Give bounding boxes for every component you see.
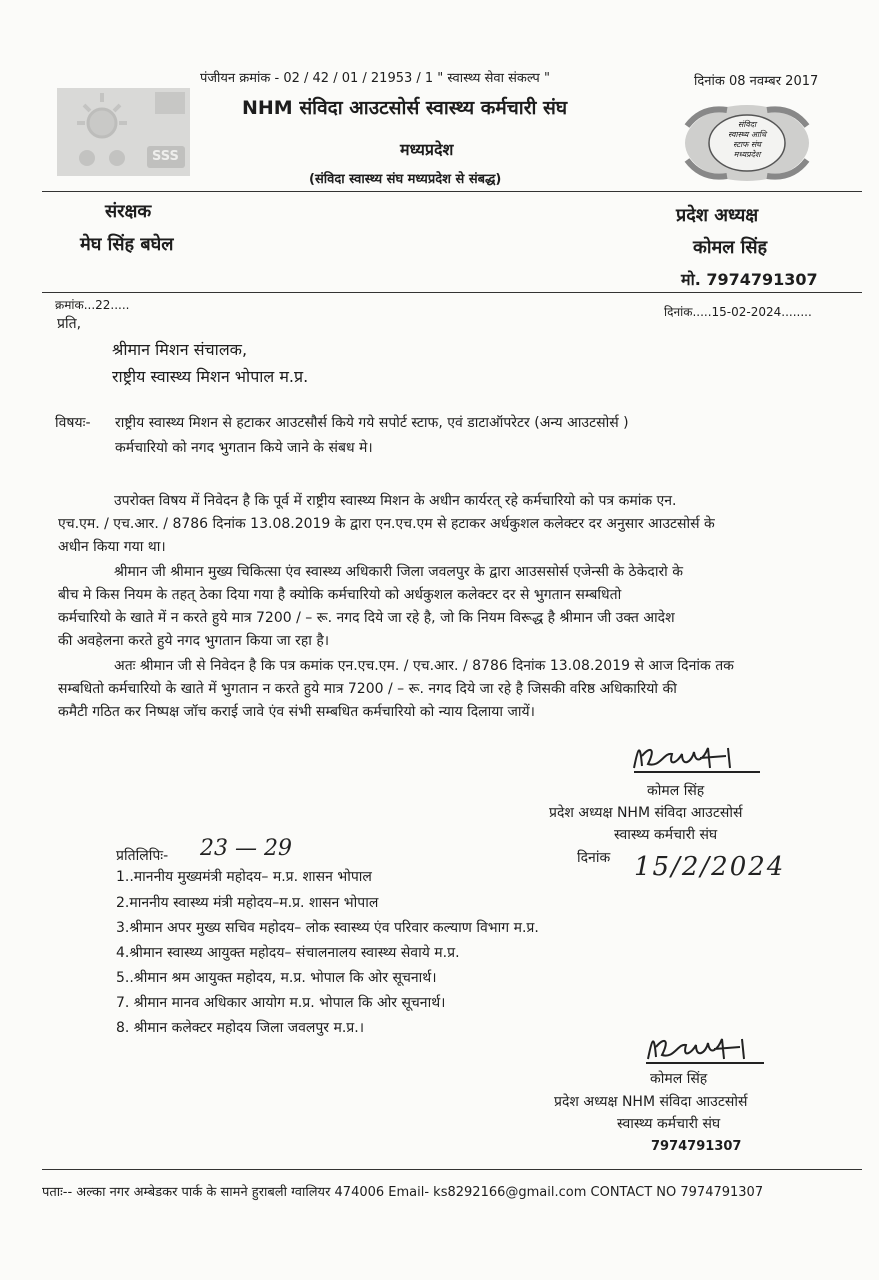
signature-1-title2: स्वास्थ्य कर्मचारी संघ <box>614 827 718 843</box>
patron-name: मेघ सिंह बघेल <box>80 234 174 255</box>
copy-item: 7. श्रीमान मानव अधिकार आयोग म.प्र. भोपाल कि ओर सूचनार्थ। <box>116 995 446 1011</box>
established-date: दिनांक 08 नवम्बर 2017 <box>694 74 819 89</box>
signature-1-date-label: दिनांक <box>577 850 611 866</box>
copy-item: 4.श्रीमान स्वास्थ्य आयुक्त महोदय– संचालनालय स्वास्थ्य सेवाये म.प्र. <box>116 945 460 961</box>
signature-2-phone: 7974791307 <box>651 1139 742 1154</box>
subject-line1: राष्ट्रीय स्वास्थ्य मिशन से हटाकर आउटसौर्स किये गये सपोर्ट स्टाफ, एवं डाटाऑपरेटर (अन्य आउटसोर्स ) <box>115 415 629 431</box>
copy-item: 3.श्रीमान अपर मुख्य सचिव महोदय– लोक स्वास्थ्य एंव परिवार कल्याण विभाग म.प्र. <box>116 920 539 936</box>
footer-divider <box>42 1169 862 1170</box>
header-divider <box>42 191 862 192</box>
signature-2-title2: स्वास्थ्य कर्मचारी संघ <box>617 1116 721 1132</box>
org-logo-left <box>57 88 190 176</box>
signature-1-name: कोमल सिंह <box>647 783 705 799</box>
logo-right-text: संविदा स्वास्थ्य आधि स्टाफ संघ मध्यप्रदेश <box>727 120 767 159</box>
signature-2-scribble <box>644 1027 774 1071</box>
footer-address: पताः-- अल्का नगर अम्बेडकर पार्क के सामने हुराबली ग्वालियर 474006 Email- ks8292166@gmail.com CONTACT NO 7974791307 <box>42 1185 764 1200</box>
org-state: मध्यप्रदेश <box>400 140 454 159</box>
patron-title: संरक्षक <box>105 201 152 222</box>
body-paragraph-1: उपरोक्त विषय में निवेदन है कि पूर्व में राष्ट्रीय स्वास्थ्य मिशन के अधीन कार्यरत् रहे कर्मचारियो को पत्र कमांक एन. एच.एम. / एच.आर. / 8786 दिनांक 13.08.2019 के द्वारा एन.एच.एम से हटाकर अर्धकुशल कलेक्टर दर अनुसार आउटसोर्स के अधीन किया गया था। <box>58 493 715 555</box>
signature-1-date-handwritten: 15/2/2024 <box>634 852 786 882</box>
reference-number: क्रमांक...22..... <box>55 298 130 312</box>
signature-2-title1: प्रदेश अध्यक्ष NHM संविदा आउटसोर्स <box>554 1094 748 1110</box>
signature-2-name: कोमल सिंह <box>650 1071 708 1087</box>
signature-1-scribble <box>630 738 770 782</box>
copy-item: 2.माननीय स्वास्थ्य मंत्री महोदय–म.प्र. शासन भोपाल <box>116 895 379 911</box>
org-logo-right <box>672 96 822 186</box>
copies-handwritten-range: 23 — 29 <box>200 836 292 861</box>
body-paragraph-3: अतः श्रीमान जी से निवेदन है कि पत्र कमांक एन.एच.एम. / एच.आर. / 8786 दिनांक 13.08.2019 से आज दिनांक तक सम्बधितो कर्मचारियो के खाते में भुगतान न करते हुये मात्र 7200 / – रू. नगद दिये जा रहे है जिसकी वरिष्ठ अधिकारियो की कमैटी गठित कर निष्पक्ष जॉच कराई जावे एंव संभी सम्बधित कर्मचारियो को न्याय दिलाया जायें। <box>58 658 734 720</box>
reference-date: दिनांक.....15-02-2024........ <box>664 305 812 319</box>
signature-icon <box>630 738 770 778</box>
president-title: प्रदेश अध्यक्ष <box>676 205 759 226</box>
recipient-line1: श्रीमान मिशन संचालक, <box>112 340 248 359</box>
subject-label: विषयः- <box>55 415 91 431</box>
signature-1-title1: प्रदेश अध्यक्ष NHM संविदा आउटसोर्स <box>549 805 743 821</box>
copy-item: 1..माननीय मुख्यमंत्री महोदय– म.प्र. शासन भोपाल <box>116 869 372 885</box>
subheader-divider <box>42 292 862 293</box>
body-paragraph-2: श्रीमान जी श्रीमान मुख्य चिकित्सा एंव स्वास्थ्य अधिकारी जिला जवलपुर के द्वारा आउससोर्स एजेन्सी के ठेकेदारो के बीच मे किस नियम के तहत् ठेका दिया गया है क्योकि कर्मचारियो को अर्धकुशल कलेक्टर दर से भुगतान सम्बधितो कर्मचारियो के खाते में न करते हुये मात्र 7200 / – रू. नगद दिये जा रहे है, जो कि नियम विरूद्ध है श्रीमान जी उक्त आदेश की अवहेलना करते हुये नगद भुगतान किया जा रहा है। <box>58 564 684 649</box>
president-name: कोमल सिंह <box>693 237 768 258</box>
org-affiliation: (संविदा स्वास्थ्य संघ मध्यप्रदेश से संबद्ध) <box>309 172 502 187</box>
subject-line2: कर्मचारियो को नगद भुगतान किये जाने के संबध मे। <box>115 440 373 456</box>
president-mobile: मो. 7974791307 <box>681 270 818 289</box>
copy-item: 8. श्रीमान कलेक्टर महोदय जिला जवलपुर म.प्र.। <box>116 1020 365 1036</box>
recipient-line2: राष्ट्रीय स्वास्थ्य मिशन भोपाल म.प्र. <box>112 367 309 386</box>
prati-label: प्रति, <box>57 316 82 332</box>
signature-icon <box>644 1027 774 1067</box>
org-name: NHM संविदा आउटसोर्स स्वास्थ्य कर्मचारी संघ <box>242 97 568 119</box>
registration-number: पंजीयन क्रमांक - 02 / 42 / 01 / 21953 / 1 " स्वास्थ्य सेवा संकल्प " <box>200 71 550 86</box>
copies-label: प्रतिलिपिः- <box>116 848 169 864</box>
logo-left-text: SSS <box>152 149 179 164</box>
copy-item: 5..श्रीमान श्रम आयुक्त महोदय, म.प्र. भोपाल कि ओर सूचनार्थ। <box>116 970 437 986</box>
